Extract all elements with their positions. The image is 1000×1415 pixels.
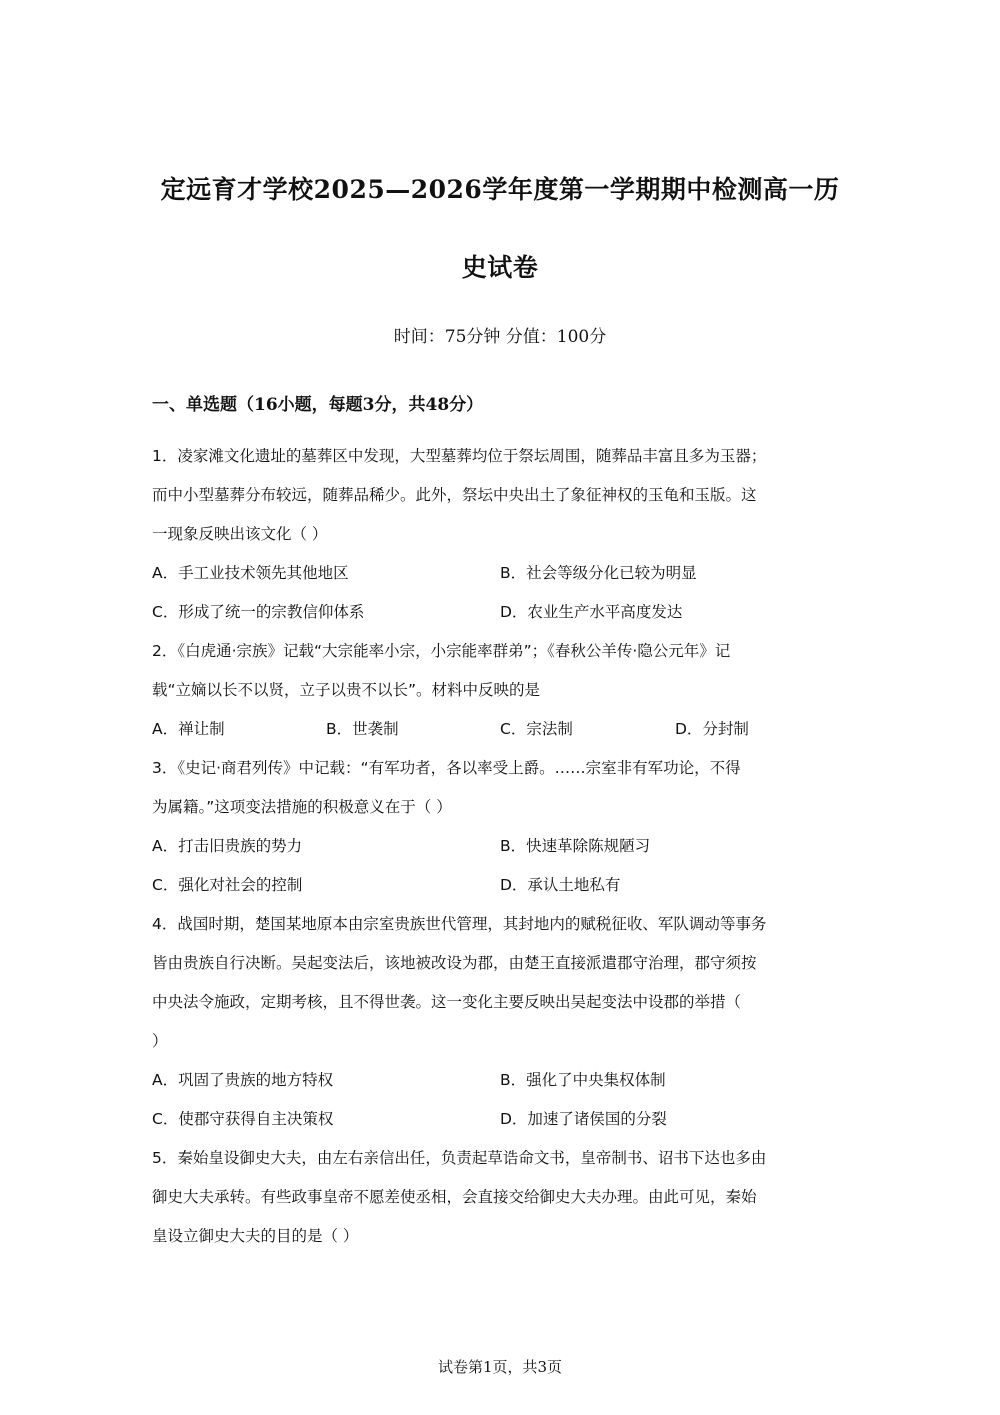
q5-line-1: 5．秦始皇设御史大夫，由左右亲信出任，负责起草诰命文书，皇帝制书、诏书下达也多由 [152,1149,767,1167]
q4-option-a: A．巩固了贵族的地方特权 [152,1071,334,1089]
q4-line-4: ） [152,1032,168,1050]
q4-option-d: D．加速了诸侯国的分裂 [500,1110,667,1128]
q5-line-3: 皇设立御史大夫的目的是（ ） [152,1227,359,1245]
q5-line-2: 御史大夫承转。有些政事皇帝不愿差使丞相，会直接交给御史大夫办理。由此可见，秦始 [152,1188,757,1206]
section-heading: 一、单选题（16小题，每题3分，共48分） [152,395,484,415]
q4-option-b: B．强化了中央集权体制 [500,1071,666,1089]
q1-line-2: 而中小型墓葬分布较远，随葬品稀少。此外，祭坛中央出土了象征神权的玉龟和玉版。这 [152,486,757,504]
q2-option-b: B．世袭制 [326,720,399,738]
q3-line-1: 3．《史记·商君列传》中记载：“有军功者，各以率受上爵。……宗室非有军功论，不得 [152,759,741,777]
exam-title-line-2: 史试卷 [461,253,539,282]
q2-line-1: 2．《白虎通·宗族》记载“大宗能率小宗，小宗能率群弟”；《春秋公羊传·隐公元年》记 [152,642,731,660]
q4-line-1: 4．战国时期，楚国某地原本由宗室贵族世代管理，其封地内的赋税征收、军队调动等事务 [152,915,767,933]
exam-meta: 时间：75分钟 分值：100分 [393,327,607,347]
page-footer: 试卷第1页，共3页 [437,1358,563,1376]
q1-option-b: B．社会等级分化已较为明显 [500,564,697,582]
q4-option-c: C．使郡守获得自主决策权 [152,1110,334,1128]
q3-line-2: 为属籍。”这项变法措施的积极意义在于（ ） [152,798,452,816]
q1-option-a: A．手工业技术领先其他地区 [152,564,349,582]
q1-line-3: 一现象反映出该文化（ ） [152,525,328,543]
q2-option-a: A．禅让制 [152,720,225,738]
q3-option-d: D．承认土地私有 [500,876,621,894]
q4-line-3: 中央法令施政，定期考核，且不得世袭。这一变化主要反映出吴起变法中设郡的举措（ [152,993,742,1011]
q1-option-c: C．形成了统一的宗教信仰体系 [152,603,365,621]
exam-title-line-1: 定远育才学校2025—2026学年度第一学期期中检测高一历 [160,175,840,204]
q1-option-d: D．农业生产水平高度发达 [500,603,683,621]
q1-line-1: 1．凌家滩文化遗址的墓葬区中发现，大型墓葬均位于祭坛周围，随葬品丰富且多为玉器； [152,447,767,465]
q4-line-2: 皆由贵族自行决断。吴起变法后，该地被改设为郡，由楚王直接派遣郡守治理，郡守须按 [152,954,757,972]
q3-option-a: A．打击旧贵族的势力 [152,837,303,855]
q2-option-d: D．分封制 [675,720,749,738]
q3-option-c: C．强化对社会的控制 [152,876,303,894]
q3-option-b: B．快速革除陈规陋习 [500,837,651,855]
q2-option-c: C．宗法制 [500,720,573,738]
q2-line-2: 载“立嫡以长不以贤，立子以贵不以长”。材料中反映的是 [152,681,541,699]
